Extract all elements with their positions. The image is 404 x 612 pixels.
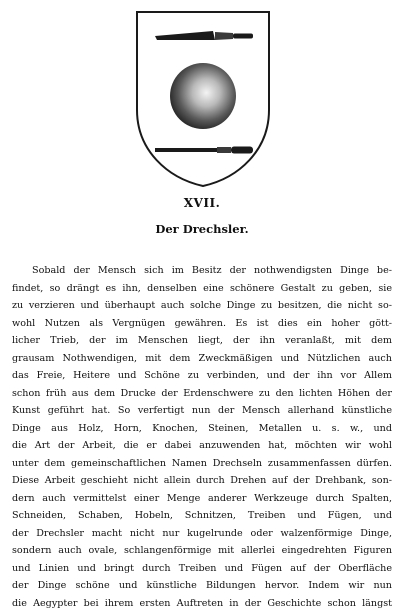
text-line: unter dem gemeinschaftlichen Namen Drechseln zusammenfassen dürfen. [12, 455, 392, 473]
text-line: der Dinge schöne und künstliche Bildungen hervor. Indem wir nun [12, 577, 392, 595]
text-line: das Freie, Heitere und Schöne zu verbinden, und der ihn vor Allem [12, 367, 392, 385]
text-line: findet, so drängt es ihn, denselben eine schönere Gestalt zu geben, sie [12, 280, 392, 298]
text-line: die Art der Arbeit, die er dabei anzuwenden hat, möchten wir wohl [12, 437, 392, 455]
text-line: dern auch vermittelst einer Menge anderer Werkzeuge durch Spalten, [12, 490, 392, 508]
text-line: Kunst geführt hat. So verfertigt nun der Mensch allerhand künstliche [12, 402, 392, 420]
text-line: die Aegypter bei ihrem ersten Auftreten in der Geschichte schon längst [12, 595, 392, 612]
text-line: schon früh aus dem Drucke der Erdenschwere zu den lichten Höhen der [12, 385, 392, 403]
text-line: zu verzieren und überhaupt auch solche Dinge zu besitzen, die nicht so- [12, 297, 392, 315]
text-line: wohl Nutzen als Vergnügen gewähren. Es ist dies ein hoher gött- [12, 315, 392, 333]
text-line: Diese Arbeit geschieht nicht allein durch Drehen auf der Drehbank, son- [12, 472, 392, 490]
text-line: Schneiden, Schaben, Hobeln, Schnitzen, Treiben und Fügen, und [12, 507, 392, 525]
text-line: grausam Nothwendigen, mit dem Zweckmäßigen und Nützlichen auch [12, 350, 392, 368]
body-text [12, 262, 392, 612]
text-line: licher Trieb, der im Menschen liegt, der ihn veranlaßt, mit dem [12, 332, 392, 350]
chapter-number: XVII. [0, 196, 404, 210]
text-line: sondern auch ovale, schlangenförmige mit allerlei eingedrehten Figuren [12, 542, 392, 560]
chapter-title: Der Drechsler. [0, 222, 404, 236]
text-line: der Drechsler macht nicht nur kugelrunde oder walzenförmige Dinge, [12, 525, 392, 543]
text-line: und Linien und bringt durch Treiben und Fügen auf der Oberfläche [12, 560, 392, 578]
text-line: Dinge aus Holz, Horn, Knochen, Steinen, Metallen u. s. w., und [12, 420, 392, 438]
wooden-ball-icon [170, 63, 236, 129]
turner-coat-of-arms-icon [135, 10, 271, 188]
text-line: Sobald der Mensch sich im Besitz der nothwendigsten Dinge be- [12, 262, 392, 280]
